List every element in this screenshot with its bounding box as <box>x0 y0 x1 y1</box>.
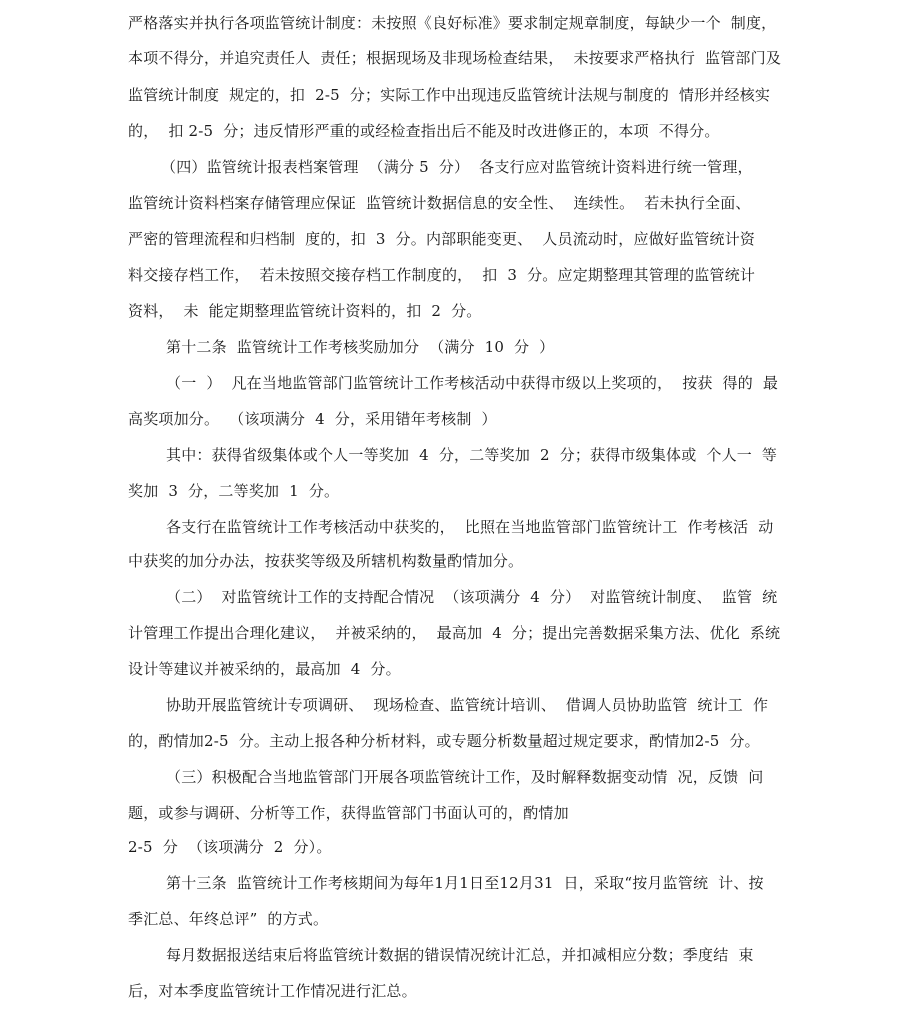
text-line: 2-5 分 （该项满分 2 分）。 <box>128 838 332 856</box>
text-line: （三）积极配合当地监管部门开展各项监管统计工作，及时解释数据变动情 况，反馈 问 <box>166 768 764 786</box>
text-line: 奖加 3 分，二等奖加 1 分。 <box>128 482 340 500</box>
text-line: 设计等建议并被采纳的，最高加 4 分。 <box>128 660 401 678</box>
text-line: 料交接存档工作， 若未按照交接存档工作制度的， 扣 3 分。应定期整理其管理的监管统计 <box>128 266 756 284</box>
text-line: （一 ） 凡在当地监管部门监管统计工作考核活动中获得市级以上奖项的， 按获 得的 最 <box>166 374 779 392</box>
text-line: 其中：获得省级集体或个人一等奖加 4 分，二等奖加 2 分；获得市级集体或 个人一 等 <box>166 446 778 464</box>
text-line: 中获奖的加分办法，按获奖等级及所辖机构数量酌情加分。 <box>128 552 524 570</box>
section-heading: 第十二条 监管统计工作考核奖励加分 （满分 10 分 ） <box>166 338 555 356</box>
text-line: （二） 对监管统计工作的支持配合情况 （该项满分 4 分） 对监管统计制度、 监管 统 <box>166 588 778 606</box>
text-line: 协助开展监管统计专项调研、 现场检查、监管统计培训、 借调人员协助监管 统计工 作 <box>166 696 769 714</box>
text-line: 监管统计资料档案存储管理应保证 监管统计数据信息的安全性、 连续性。 若未执行全面、 <box>128 194 751 212</box>
text-line: 各支行在监管统计工作考核活动中获奖的， 比照在当地监管部门监管统计工 作考核活 动 <box>166 518 774 536</box>
text-line: 的， 扣 2-5 分；违反情形严重的或经检查指出后不能及时改进修正的，本项 不得分。 <box>128 122 720 140</box>
text-line: （四）监管统计报表档案管理 （满分 5 分） 各支行应对监管统计资料进行统一管理， <box>161 158 753 176</box>
section-heading: 第十三条 监管统计工作考核期间为每年1月1日至12月31 日，采取“按月监管统 计、按 <box>166 874 764 892</box>
text-line: 本项不得分，并追究责任人 责任；根据现场及非现场检查结果， 未按要求严格执行 监管部门及 <box>128 49 782 67</box>
text-line: 严格落实并执行各项监管统计制度：未按照《良好标准》要求制定规章制度，每缺少一个 制度， <box>128 14 777 32</box>
text-line: 季汇总、年终总评” 的方式。 <box>128 910 329 928</box>
text-line: 计管理工作提出合理化建议， 并被采纳的， 最高加 4 分；提出完善数据采集方法、优化 系统 <box>128 624 781 642</box>
text-line: 题，或参与调研、分析等工作，获得监管部门书面认可的，酌情加 <box>128 804 569 822</box>
text-line: 每月数据报送结束后将监管统计数据的错误情况统计汇总，并扣减相应分数；季度结 束 <box>166 946 754 964</box>
text-line: 后，对本季度监管统计工作情况进行汇总。 <box>128 982 417 1000</box>
text-line: 的，酌情加2-5 分。主动上报各种分析材料，或专题分析数量超过规定要求，酌情加2-5 分。 <box>128 732 760 750</box>
text-line: 监管统计制度 规定的，扣 2-5 分；实际工作中出现违反监管统计法规与制度的 情形并经核实 <box>128 86 771 104</box>
text-line: 资料， 未 能定期整理监管统计资料的，扣 2 分。 <box>128 302 482 320</box>
text-line: 高奖项加分。 （该项满分 4 分，采用错年考核制 ） <box>128 410 497 428</box>
text-line: 严密的管理流程和归档制 度的，扣 3 分。内部职能变更、 人员流动时，应做好监管统计资 <box>128 230 756 248</box>
